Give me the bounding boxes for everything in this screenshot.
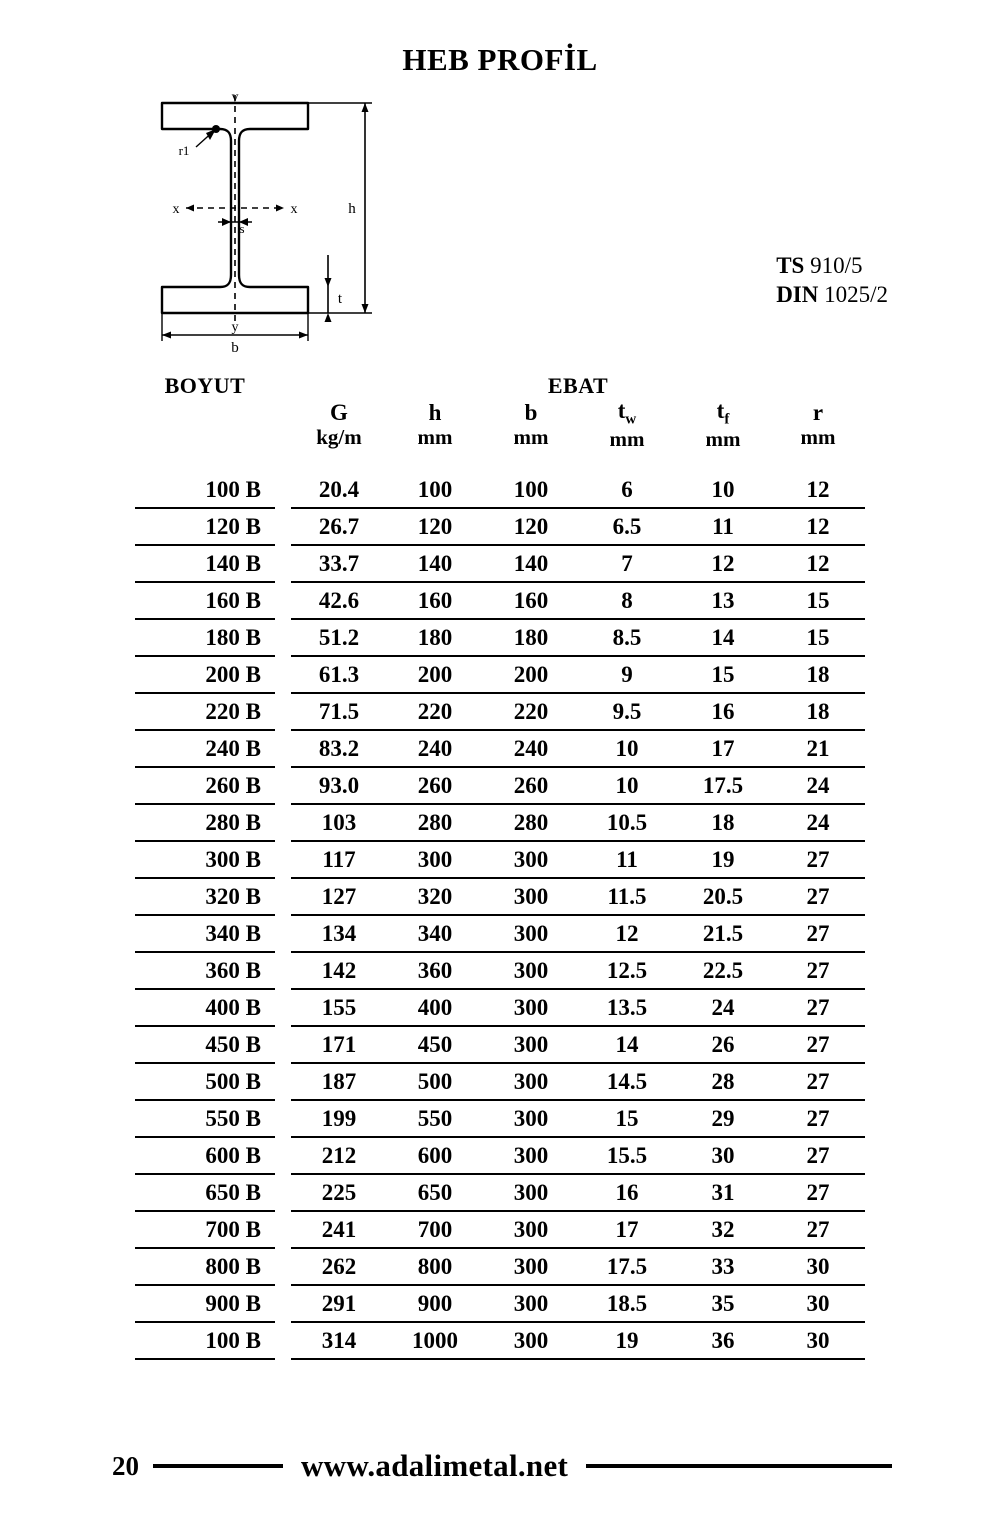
cell-r: 30 (771, 1322, 865, 1359)
table-row (135, 619, 865, 656)
column-header-b (483, 399, 579, 450)
page-footer (0, 1445, 1000, 1487)
cell-tw: 8.5 (579, 619, 675, 656)
column-symbol-tw (579, 399, 675, 428)
cell-g: 212 (291, 1137, 387, 1174)
cell-tf: 17 (675, 730, 771, 767)
column-header-r (771, 399, 865, 450)
cell-b: 300 (483, 1248, 579, 1285)
table-row (135, 1285, 865, 1322)
cell-g: 199 (291, 1100, 387, 1137)
cell-tw: 9 (579, 656, 675, 693)
cell-b: 300 (483, 878, 579, 915)
cell-gap (275, 915, 291, 952)
cell-b: 220 (483, 693, 579, 730)
cell-r: 15 (771, 582, 865, 619)
cell-g: 103 (291, 804, 387, 841)
column-unit-tw: mm (609, 426, 645, 451)
cell-tw: 13.5 (579, 989, 675, 1026)
cell-r: 27 (771, 1026, 865, 1063)
cell-r: 24 (771, 767, 865, 804)
cell-size: 320 B (135, 878, 275, 915)
cell-gap (275, 952, 291, 989)
cell-tf: 18 (675, 804, 771, 841)
cell-g: 134 (291, 915, 387, 952)
svg-text:h: h (348, 201, 356, 217)
cell-tw: 17 (579, 1211, 675, 1248)
cell-b: 300 (483, 1285, 579, 1322)
cell-gap (275, 878, 291, 915)
cell-r: 12 (771, 508, 865, 545)
cell-gap (275, 1322, 291, 1359)
cell-h: 300 (387, 841, 483, 878)
footer-website: www.adalimetal.net (301, 1448, 569, 1483)
group-header-boyut: BOYUT (164, 373, 246, 398)
cell-g: 241 (291, 1211, 387, 1248)
table-body (135, 472, 865, 1359)
heb-cross-section-diagram (150, 90, 400, 356)
table-row (135, 472, 865, 508)
page-number: 20 (112, 1450, 139, 1481)
column-unit-g: kg/m (316, 424, 362, 449)
cell-g: 155 (291, 989, 387, 1026)
svg-text:b: b (231, 340, 239, 356)
cell-gap (275, 804, 291, 841)
cell-g: 187 (291, 1063, 387, 1100)
standard-din-code: DIN (776, 282, 819, 308)
table-row (135, 1211, 865, 1248)
cell-b: 300 (483, 841, 579, 878)
column-symbol-r: r (812, 399, 824, 425)
cell-r: 18 (771, 656, 865, 693)
table-row (135, 841, 865, 878)
cell-g: 33.7 (291, 545, 387, 582)
cell-h: 120 (387, 508, 483, 545)
cell-gap (275, 1063, 291, 1100)
cell-size: 400 B (135, 989, 275, 1026)
cell-b: 300 (483, 952, 579, 989)
cell-tw: 15.5 (579, 1137, 675, 1174)
cell-g: 314 (291, 1322, 387, 1359)
cell-gap (275, 767, 291, 804)
cell-g: 51.2 (291, 619, 387, 656)
cell-tw: 12.5 (579, 952, 675, 989)
cell-gap (275, 841, 291, 878)
cell-b: 300 (483, 1100, 579, 1137)
table-row (135, 693, 865, 730)
cell-gap (275, 472, 291, 508)
cell-b: 300 (483, 1026, 579, 1063)
column-symbol-tw-base: t (617, 398, 626, 423)
standard-ts-code: TS (776, 253, 805, 278)
cell-h: 550 (387, 1100, 483, 1137)
cell-g: 291 (291, 1285, 387, 1322)
cell-r: 27 (771, 915, 865, 952)
cell-g: 93.0 (291, 767, 387, 804)
cell-h: 700 (387, 1211, 483, 1248)
cell-size: 600 B (135, 1137, 275, 1174)
cell-r: 30 (771, 1285, 865, 1322)
column-header-tw (579, 399, 675, 450)
cell-tw: 16 (579, 1174, 675, 1211)
cell-tw: 10 (579, 767, 675, 804)
cell-tw: 10 (579, 730, 675, 767)
cell-tf: 29 (675, 1100, 771, 1137)
cell-b: 300 (483, 1063, 579, 1100)
heb-spec-table (135, 373, 865, 1360)
cell-gap (275, 619, 291, 656)
cell-g: 142 (291, 952, 387, 989)
cell-gap (275, 545, 291, 582)
cell-h: 340 (387, 915, 483, 952)
cell-b: 300 (483, 915, 579, 952)
cell-tw: 17.5 (579, 1248, 675, 1285)
cell-r: 27 (771, 1211, 865, 1248)
cell-tf: 14 (675, 619, 771, 656)
cell-tf: 19 (675, 841, 771, 878)
table-row (135, 952, 865, 989)
cell-size: 180 B (135, 619, 275, 656)
cell-b: 100 (483, 472, 579, 508)
cell-r: 12 (771, 545, 865, 582)
cell-h: 600 (387, 1137, 483, 1174)
cell-size: 200 B (135, 656, 275, 693)
cell-gap (275, 1174, 291, 1211)
cell-r: 12 (771, 472, 865, 508)
cell-h: 400 (387, 989, 483, 1026)
cell-b: 300 (483, 1211, 579, 1248)
cell-r: 27 (771, 1100, 865, 1137)
cell-tw: 19 (579, 1322, 675, 1359)
cell-tf: 30 (675, 1137, 771, 1174)
footer-rule-right (586, 1464, 892, 1468)
cell-h: 200 (387, 656, 483, 693)
table-row (135, 582, 865, 619)
column-symbol-h: h (428, 399, 442, 425)
cell-tw: 11 (579, 841, 675, 878)
cell-r: 27 (771, 841, 865, 878)
table-row (135, 804, 865, 841)
svg-text:x: x (290, 202, 298, 217)
cell-gap (275, 1137, 291, 1174)
cell-h: 100 (387, 472, 483, 508)
standard-ts-number: 910/5 (810, 253, 863, 278)
cell-tf: 12 (675, 545, 771, 582)
table-column-header-row (135, 399, 865, 450)
table-spacer-cell (135, 450, 865, 472)
cell-size: 650 B (135, 1174, 275, 1211)
cell-tf: 36 (675, 1322, 771, 1359)
table-row (135, 915, 865, 952)
cell-r: 24 (771, 804, 865, 841)
cell-tw: 14.5 (579, 1063, 675, 1100)
cell-h: 180 (387, 619, 483, 656)
table-row (135, 656, 865, 693)
cell-tf: 33 (675, 1248, 771, 1285)
cell-tf: 28 (675, 1063, 771, 1100)
cell-gap (275, 1100, 291, 1137)
svg-text:y: y (231, 90, 239, 105)
column-unit-tf: mm (705, 426, 741, 451)
cell-g: 83.2 (291, 730, 387, 767)
cell-size: 700 B (135, 1211, 275, 1248)
cell-tw: 11.5 (579, 878, 675, 915)
cell-gap (275, 582, 291, 619)
cell-h: 240 (387, 730, 483, 767)
cell-tw: 7 (579, 545, 675, 582)
table-row (135, 1137, 865, 1174)
cell-tw: 8 (579, 582, 675, 619)
table-row (135, 1322, 865, 1359)
cell-r: 21 (771, 730, 865, 767)
table-row (135, 730, 865, 767)
cell-b: 200 (483, 656, 579, 693)
column-header-gap (275, 399, 291, 450)
cell-tf: 17.5 (675, 767, 771, 804)
cell-g: 26.7 (291, 508, 387, 545)
cell-g: 225 (291, 1174, 387, 1211)
cell-b: 300 (483, 1137, 579, 1174)
cell-gap (275, 656, 291, 693)
cell-b: 240 (483, 730, 579, 767)
cell-size: 280 B (135, 804, 275, 841)
cell-b: 300 (483, 1174, 579, 1211)
group-header-ebat: EBAT (547, 373, 609, 398)
cell-tf: 15 (675, 656, 771, 693)
column-symbol-tf (675, 399, 771, 428)
column-unit-r: mm (800, 424, 836, 449)
cell-r: 27 (771, 952, 865, 989)
cell-tf: 20.5 (675, 878, 771, 915)
svg-text:y: y (231, 320, 239, 335)
header-area (0, 75, 1000, 355)
cell-r: 15 (771, 619, 865, 656)
cell-h: 260 (387, 767, 483, 804)
cell-b: 260 (483, 767, 579, 804)
svg-text:s: s (239, 221, 245, 236)
cell-g: 262 (291, 1248, 387, 1285)
cell-h: 220 (387, 693, 483, 730)
group-header-gap (275, 373, 291, 399)
column-symbol-tf-sub: f (724, 411, 730, 428)
column-symbol-b: b (524, 399, 538, 425)
cell-r: 30 (771, 1248, 865, 1285)
standard-din-number: 1025/2 (824, 282, 888, 308)
cell-h: 450 (387, 1026, 483, 1063)
cell-h: 800 (387, 1248, 483, 1285)
table-row (135, 1063, 865, 1100)
cell-tw: 6.5 (579, 508, 675, 545)
cell-size: 140 B (135, 545, 275, 582)
column-unit-h: mm (417, 424, 453, 449)
table-row (135, 1026, 865, 1063)
table-row (135, 1100, 865, 1137)
cell-tf: 21.5 (675, 915, 771, 952)
cell-h: 650 (387, 1174, 483, 1211)
cell-gap (275, 1248, 291, 1285)
cell-gap (275, 989, 291, 1026)
table-row (135, 1248, 865, 1285)
cell-b: 120 (483, 508, 579, 545)
column-symbol-tw-sub: w (625, 411, 637, 428)
cell-h: 900 (387, 1285, 483, 1322)
standards-block (776, 251, 888, 310)
column-header-size (135, 399, 275, 450)
cell-gap (275, 1285, 291, 1322)
column-header-g (291, 399, 387, 450)
cell-r: 27 (771, 1063, 865, 1100)
cell-tw: 15 (579, 1100, 675, 1137)
cell-size: 300 B (135, 841, 275, 878)
page-title: HEB PROFİL (402, 42, 598, 77)
table-spacer-row (135, 450, 865, 472)
cell-g: 42.6 (291, 582, 387, 619)
column-symbol-tf-base: t (716, 398, 725, 423)
standard-ts (776, 251, 888, 280)
svg-text:x: x (172, 202, 180, 217)
cell-b: 180 (483, 619, 579, 656)
table-group-header-row (135, 373, 865, 399)
cell-size: 220 B (135, 693, 275, 730)
cell-h: 160 (387, 582, 483, 619)
cell-tw: 10.5 (579, 804, 675, 841)
cell-size: 340 B (135, 915, 275, 952)
table-row (135, 989, 865, 1026)
cell-tf: 13 (675, 582, 771, 619)
cell-tf: 22.5 (675, 952, 771, 989)
column-symbol-g: G (330, 399, 348, 425)
cell-tf: 16 (675, 693, 771, 730)
column-header-h (387, 399, 483, 450)
cell-h: 1000 (387, 1322, 483, 1359)
cell-g: 127 (291, 878, 387, 915)
column-header-tf (675, 399, 771, 450)
cell-tf: 10 (675, 472, 771, 508)
cell-size: 260 B (135, 767, 275, 804)
cell-size: 100 B (135, 472, 275, 508)
spec-table-wrapper (135, 373, 865, 1360)
cell-gap (275, 1026, 291, 1063)
cell-h: 500 (387, 1063, 483, 1100)
cell-size: 450 B (135, 1026, 275, 1063)
cell-tf: 32 (675, 1211, 771, 1248)
cell-tf: 26 (675, 1026, 771, 1063)
cell-g: 71.5 (291, 693, 387, 730)
cell-gap (275, 730, 291, 767)
cell-tf: 24 (675, 989, 771, 1026)
cell-gap (275, 1211, 291, 1248)
cell-size: 240 B (135, 730, 275, 767)
cell-tw: 9.5 (579, 693, 675, 730)
cell-tf: 31 (675, 1174, 771, 1211)
svg-text:r1: r1 (178, 143, 190, 158)
cell-tw: 14 (579, 1026, 675, 1063)
cell-r: 18 (771, 693, 865, 730)
footer-rule-left (153, 1464, 283, 1468)
cell-size: 360 B (135, 952, 275, 989)
cell-g: 117 (291, 841, 387, 878)
cell-b: 280 (483, 804, 579, 841)
cell-b: 300 (483, 989, 579, 1026)
svg-text:t: t (337, 291, 343, 307)
cell-size: 550 B (135, 1100, 275, 1137)
cell-tf: 11 (675, 508, 771, 545)
cell-tf: 35 (675, 1285, 771, 1322)
cell-b: 300 (483, 1322, 579, 1359)
cell-size: 100 B (135, 1322, 275, 1359)
cell-h: 320 (387, 878, 483, 915)
cell-r: 27 (771, 1137, 865, 1174)
column-unit-b: mm (513, 424, 549, 449)
cell-h: 360 (387, 952, 483, 989)
cell-r: 27 (771, 878, 865, 915)
table-row (135, 767, 865, 804)
cell-r: 27 (771, 1174, 865, 1211)
cell-r: 27 (771, 989, 865, 1026)
table-row (135, 508, 865, 545)
cell-h: 140 (387, 545, 483, 582)
cell-g: 61.3 (291, 656, 387, 693)
cell-h: 280 (387, 804, 483, 841)
cell-size: 500 B (135, 1063, 275, 1100)
cell-g: 171 (291, 1026, 387, 1063)
cell-b: 140 (483, 545, 579, 582)
table-row (135, 878, 865, 915)
cell-b: 160 (483, 582, 579, 619)
cell-tw: 12 (579, 915, 675, 952)
cell-size: 120 B (135, 508, 275, 545)
cell-tw: 6 (579, 472, 675, 508)
table-row (135, 1174, 865, 1211)
table-row (135, 545, 865, 582)
cell-gap (275, 508, 291, 545)
cell-size: 900 B (135, 1285, 275, 1322)
cell-gap (275, 693, 291, 730)
standard-din (776, 280, 888, 309)
cell-size: 160 B (135, 582, 275, 619)
cell-size: 800 B (135, 1248, 275, 1285)
cell-tw: 18.5 (579, 1285, 675, 1322)
cell-g: 20.4 (291, 472, 387, 508)
